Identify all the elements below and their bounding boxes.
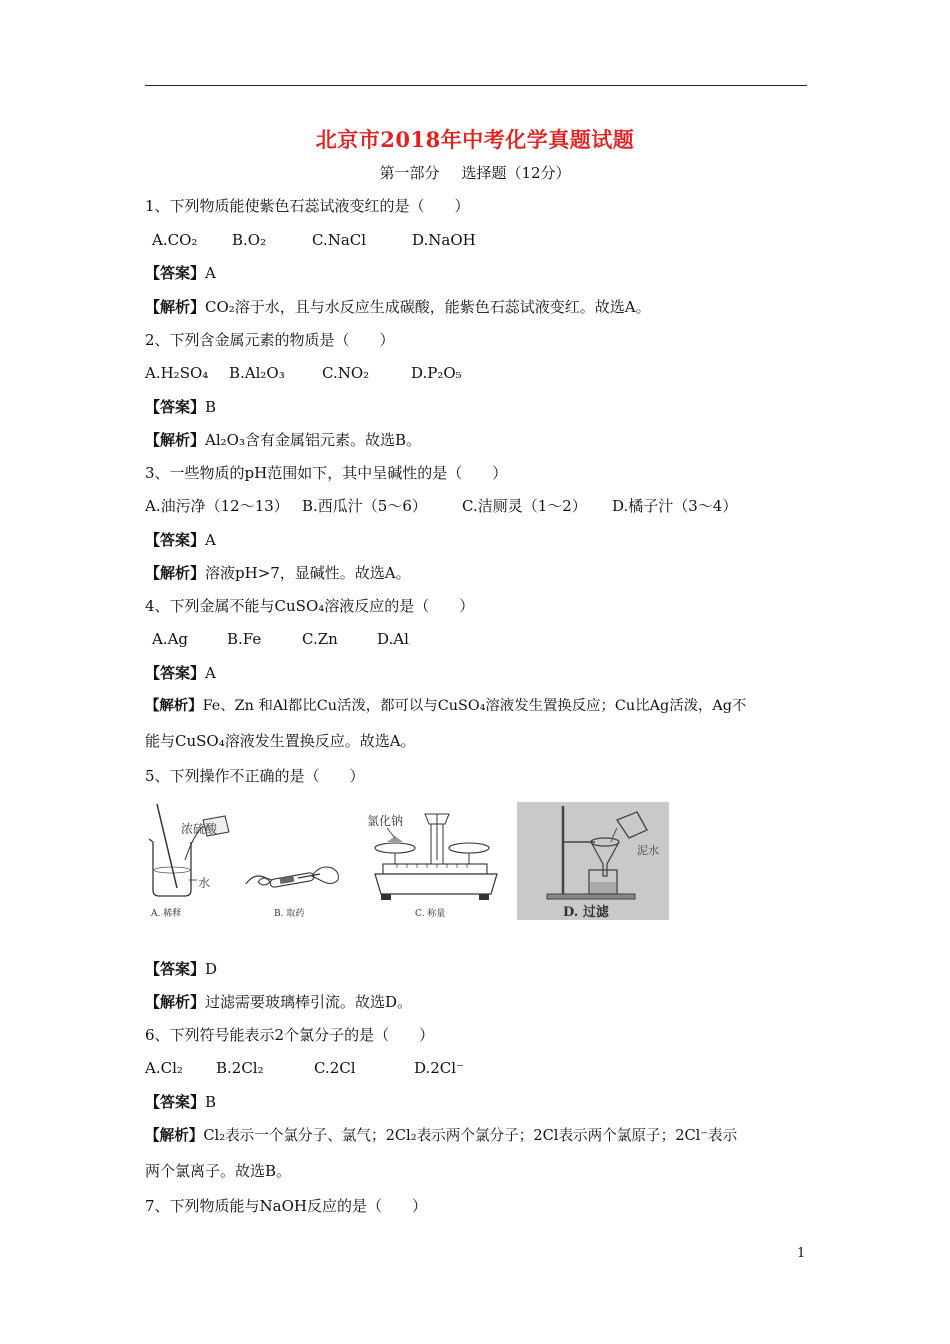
q6-option-a: A.Cl₂ <box>145 1059 183 1077</box>
figure-a-dilution <box>145 802 240 922</box>
figure-c-weighing <box>367 802 507 922</box>
q5-figure <box>145 802 675 922</box>
section-part: 第一部分 <box>379 164 440 182</box>
q4-option-b: B.Fe <box>227 630 262 648</box>
figure-d-caption: D. 过滤 <box>563 905 609 920</box>
figure-b-reagent <box>240 802 355 922</box>
figure-a-label-acid: 浓硫酸 <box>181 822 218 836</box>
q3-answer-value: A <box>205 531 216 549</box>
q2-stem: 2、下列含金属元素的物质是（ ） <box>145 331 395 349</box>
q5-answer-value: D <box>205 960 218 978</box>
figure-c-caption: C. 称量 <box>415 909 446 919</box>
answer-label: 【答案】 <box>145 664 206 682</box>
header-rule <box>145 85 807 86</box>
q7-stem: 7、下列物质能与NaOH反应的是（ ） <box>145 1197 427 1215</box>
q1-analysis-text: CO₂溶于水，且与水反应生成碳酸，能紫色石蕊试液变红。故选A。 <box>205 298 651 316</box>
q4-answer-value: A <box>205 664 216 682</box>
q2-option-a: A.H₂SO₄ <box>145 364 209 382</box>
q6-option-c: C.2Cl <box>314 1059 356 1077</box>
q1-stem: 1、下列物质能使紫色石蕊试液变红的是（ ） <box>145 197 470 215</box>
q6-analysis <box>145 1126 737 1146</box>
q4-analysis-cont: 能与CuSO₄溶液发生置换反应。故选A。 <box>145 732 416 750</box>
q6-answer-value: B <box>205 1093 217 1111</box>
analysis-label: 【解析】 <box>145 564 206 582</box>
q3-stem: 3、一些物质的pH范围如下，其中呈碱性的是（ ） <box>145 464 508 482</box>
q6-stem: 6、下列符号能表示2个氯分子的是（ ） <box>145 1026 435 1044</box>
q6-analysis-text-1: Cl₂表示一个氯分子、氯气；2Cl₂表示两个氯分子；2Cl表示两个氯原子；2Cl⁻表示 <box>203 1127 738 1144</box>
q2-answer-value: B <box>205 398 217 416</box>
figure-a-label-water: 水 <box>198 876 211 890</box>
q1-analysis <box>145 297 651 317</box>
q4-option-c: C.Zn <box>302 630 338 648</box>
q3-option-c: C.洁厕灵（1～2） <box>462 497 587 515</box>
analysis-label: 【解析】 <box>145 993 206 1011</box>
q4-option-d: D.Al <box>377 630 409 648</box>
q3-option-a: A.油污净（12～13） <box>145 497 289 515</box>
section-heading <box>0 162 950 183</box>
figure-b-caption: B. 取药 <box>274 909 305 919</box>
q2-option-d: D.P₂O₅ <box>411 364 462 382</box>
q6-options <box>145 1058 464 1078</box>
answer-label: 【答案】 <box>145 960 206 978</box>
q4-analysis-text-1: Fe、Zn 和Al都比Cu活泼，都可以与CuSO₄溶液发生置换反应；Cu比Ag活泼，Ag不 <box>202 698 747 714</box>
q1-options <box>152 230 476 250</box>
q2-analysis-text: Al₂O₃含有金属铝元素。故选B。 <box>205 431 421 449</box>
q3-answer <box>145 530 216 550</box>
figure-c-label-nacl: 氯化钠 <box>367 814 404 828</box>
q1-option-b: B.O₂ <box>232 231 267 249</box>
section-name: 选择题（12分） <box>461 164 571 182</box>
beaker-illustration <box>145 802 240 907</box>
answer-label: 【答案】 <box>145 1093 206 1111</box>
figure-d-filtration-photo <box>517 802 669 920</box>
q5-stem: 5、下列操作不正确的是（ ） <box>145 767 365 785</box>
q1-option-d: D.NaOH <box>412 231 476 249</box>
q3-analysis-text: 溶液pH>7，显碱性。故选A。 <box>205 564 411 582</box>
q5-analysis-text: 过滤需要玻璃棒引流。故选D。 <box>205 993 413 1011</box>
q2-options <box>145 363 462 383</box>
analysis-label: 【解析】 <box>145 298 206 316</box>
q4-option-a: A.Ag <box>152 630 189 648</box>
q2-answer <box>145 397 216 417</box>
page-number: 1 <box>797 1246 806 1261</box>
analysis-label: 【解析】 <box>145 1127 204 1144</box>
q6-option-d: D.2Cl⁻ <box>414 1059 464 1077</box>
q1-option-c: C.NaCl <box>312 231 367 249</box>
q4-answer <box>145 663 216 683</box>
q3-analysis <box>145 563 411 583</box>
q2-option-c: C.NO₂ <box>322 364 370 382</box>
answer-label: 【答案】 <box>145 398 206 416</box>
q2-option-b: B.Al₂O₃ <box>229 364 285 382</box>
analysis-label: 【解析】 <box>145 431 206 449</box>
figure-a-caption: A. 稀释 <box>151 909 182 919</box>
page-title: 北京市2018年中考化学真题试题 <box>315 127 635 152</box>
q3-option-d: D.橘子汁（3～4） <box>612 497 738 515</box>
q5-answer <box>145 959 217 979</box>
q3-options <box>145 496 737 516</box>
q4-options <box>152 629 409 649</box>
analysis-label: 【解析】 <box>145 697 203 714</box>
q6-answer <box>145 1092 216 1112</box>
q1-answer <box>145 263 216 283</box>
figure-d-label-mud: 泥水 <box>637 844 659 857</box>
q2-analysis <box>145 430 421 450</box>
q6-analysis-cont: 两个氯离子。故选B。 <box>145 1162 292 1180</box>
answer-label: 【答案】 <box>145 264 206 282</box>
q5-analysis <box>145 992 412 1012</box>
q4-analysis <box>145 696 746 716</box>
q1-answer-value: A <box>205 264 216 282</box>
q1-option-a: A.CO₂ <box>152 231 198 249</box>
q6-option-b: B.2Cl₂ <box>216 1059 264 1077</box>
test-tube-illustration <box>240 802 355 907</box>
q4-stem: 4、下列金属不能与CuSO₄溶液反应的是（ ） <box>145 597 475 615</box>
answer-label: 【答案】 <box>145 531 206 549</box>
q3-option-b: B.西瓜汁（5～6） <box>302 497 427 515</box>
